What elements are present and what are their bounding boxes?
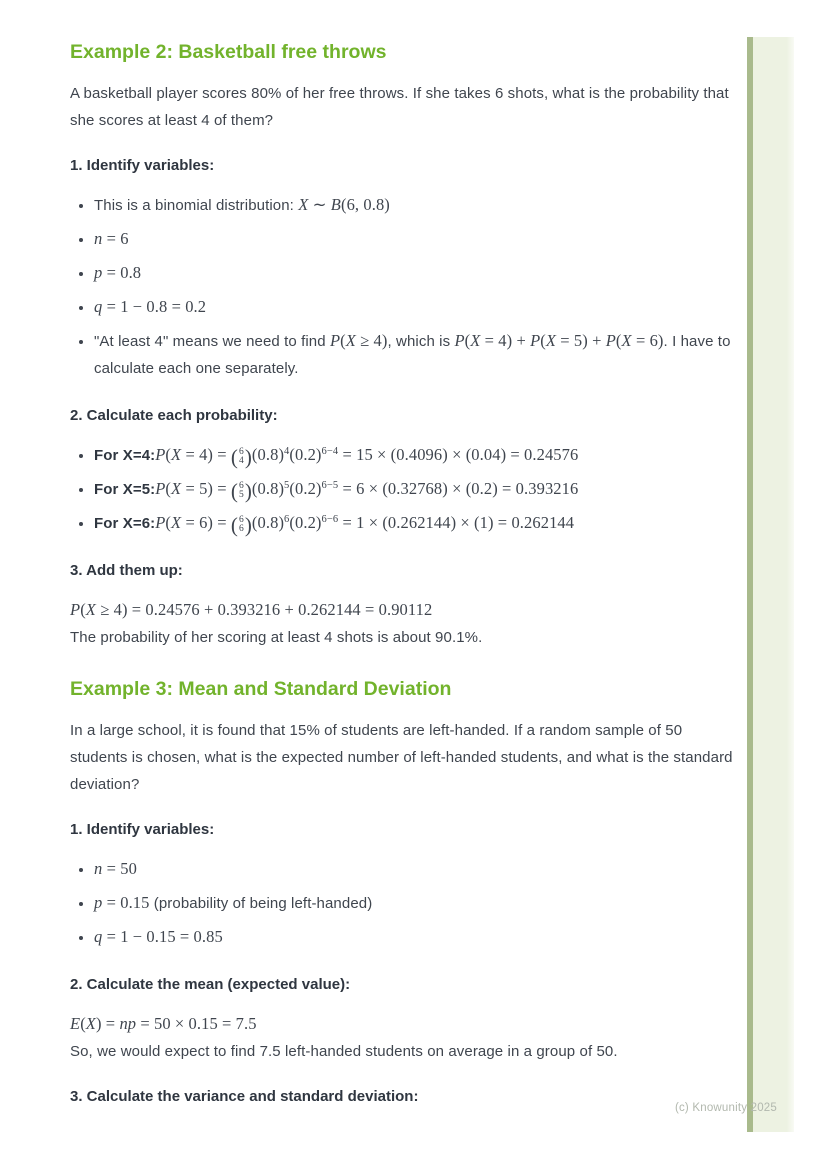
math-roman: = 0.8 [102, 263, 142, 282]
math-roman: = 4) + [480, 331, 531, 350]
bullet-list [70, 855, 736, 951]
math-roman: ≥ 4) [355, 331, 388, 350]
math-roman: = 6) = [181, 513, 231, 532]
step-heading: 3. Add them up: [70, 562, 183, 579]
math-roman: ( [340, 331, 346, 350]
math-superscript: 4 [284, 446, 290, 457]
math-roman: = 6) [631, 331, 664, 350]
document-content [70, 40, 736, 1122]
math-roman: ( [165, 479, 172, 498]
binomial-stack [238, 516, 245, 534]
paren-close: ) [244, 445, 252, 469]
math-roman: (0.8) [251, 479, 285, 498]
binomial-stack [238, 482, 245, 500]
binomial-top: 6 [238, 447, 244, 457]
math-variable: P [530, 331, 541, 350]
list-item [94, 509, 736, 537]
math-roman: = 6 × (0.32768) × (0.2) = 0.393216 [338, 479, 579, 498]
list-item [94, 855, 736, 883]
text-run: , which is [387, 333, 455, 350]
paragraph [70, 80, 736, 134]
math-variable: np [119, 1014, 137, 1033]
step-heading: 2. Calculate the mean (expected value): [70, 976, 351, 993]
math-roman: ( [540, 331, 546, 350]
math-variable: X [621, 331, 632, 350]
bullet-list [70, 441, 736, 537]
bullet-list [70, 191, 736, 382]
math-variable: P [155, 513, 166, 532]
binomial-coefficient [231, 447, 252, 467]
math-variable: X [345, 331, 356, 350]
list-item [94, 441, 736, 469]
math-variable: P [155, 479, 166, 498]
math-roman: = 4) = [181, 445, 231, 464]
copyright-watermark: (c) Knowunity 2025 [674, 1102, 777, 1114]
math-superscript: 6 [284, 514, 290, 525]
math-roman: (6, 0.8) [340, 195, 390, 214]
math-roman: (0.2) [289, 479, 322, 498]
text-run: A basketball player scores 80% of her free throws. If she takes 6 shots, what is the probability that she scores at least 4 of them? [70, 85, 729, 129]
binomial-bottom: 4 [238, 456, 244, 466]
math-roman: = 1 − 0.15 = 0.85 [102, 927, 223, 946]
math-roman: = 1 − 0.8 = 0.2 [102, 297, 207, 316]
step-heading: 1. Identify variables: [70, 821, 215, 838]
math-roman: = 5) + [556, 331, 606, 350]
math-variable: X [171, 513, 182, 532]
list-item [94, 259, 736, 287]
math-roman: (0.8) [251, 513, 285, 532]
math-variable: p [94, 893, 103, 912]
step-heading: 3. Calculate the variance and standard deviation: [70, 1088, 419, 1105]
math-variable: X [298, 195, 309, 214]
paren-open: ( [230, 513, 238, 537]
math-variable: q [94, 927, 103, 946]
paren-close: ) [244, 513, 252, 537]
text-run: (probability of being left-handed) [149, 895, 373, 912]
bold-label: For X=6: [94, 515, 156, 532]
list-item [94, 191, 736, 219]
math-roman: ) = [95, 1014, 120, 1033]
math-superscript: 6−5 [321, 480, 339, 491]
text-run: "At least 4" means we need to find [94, 333, 330, 350]
binomial-coefficient [231, 515, 252, 535]
example-heading: Example 3: Mean and Standard Deviation [70, 678, 452, 700]
math-variable: X [85, 600, 96, 619]
math-variable: P [454, 331, 465, 350]
math-variable: X [545, 331, 557, 350]
binomial-coefficient [231, 481, 252, 501]
math-roman: (0.2) [289, 513, 322, 532]
math-superscript: 6−6 [321, 514, 339, 525]
math-roman: (0.8) [251, 445, 285, 464]
text-run: The probability of her scoring at least 4 shots is about 90.1%. [70, 629, 483, 646]
text-run: So, we would expect to find 7.5 left-handed students on average in a group of 50. [70, 1043, 618, 1060]
math-roman: ( [615, 331, 622, 350]
bold-label: For X=5: [94, 481, 156, 498]
binomial-stack [238, 448, 245, 466]
math-variable: n [94, 859, 103, 878]
math-roman: ∼ [308, 195, 331, 214]
math-superscript: 6−4 [321, 446, 339, 457]
list-item [94, 889, 736, 917]
math-variable: n [94, 229, 103, 248]
math-roman: ( [80, 1014, 86, 1033]
paren-open: ( [230, 445, 238, 469]
math-roman: (0.2) [289, 445, 322, 464]
list-item [94, 923, 736, 951]
math-roman: ≥ 4) = 0.24576 + 0.393216 + 0.262144 = 0.90112 [95, 600, 433, 619]
paragraph [70, 717, 736, 798]
math-variable: X [171, 479, 182, 498]
math-superscript: 5 [284, 480, 290, 491]
math-roman: = 50 [102, 859, 137, 878]
math-roman: ( [464, 331, 471, 350]
binomial-bottom: 6 [238, 524, 244, 534]
step-heading: 2. Calculate each probability: [70, 407, 278, 424]
math-roman: = 50 × 0.15 = 7.5 [136, 1014, 257, 1033]
list-item [94, 327, 736, 382]
math-variable: p [94, 263, 103, 282]
math-roman: = 6 [102, 229, 129, 248]
math-roman: = 1 × (0.262144) × (1) = 0.262144 [338, 513, 575, 532]
list-item [94, 225, 736, 253]
paragraph [70, 1010, 736, 1065]
math-roman: = 5) = [181, 479, 231, 498]
math-variable: E [70, 1014, 81, 1033]
math-roman: ( [165, 513, 172, 532]
math-variable: P [70, 600, 81, 619]
list-item [94, 293, 736, 321]
math-variable: X [470, 331, 481, 350]
binomial-top: 6 [238, 515, 244, 525]
step-heading: 1. Identify variables: [70, 157, 215, 174]
math-roman: ( [165, 445, 172, 464]
text-run: This is a binomial distribution: [94, 197, 299, 214]
example-heading: Example 2: Basketball free throws [70, 41, 387, 63]
math-roman: ( [80, 600, 86, 619]
math-variable: P [155, 445, 166, 464]
math-variable: X [85, 1014, 96, 1033]
math-roman: = 0.15 [102, 893, 150, 912]
text-run: . I have to calculate each one separately. [94, 333, 731, 377]
math-variable: B [330, 195, 341, 214]
page-edge-accent-panel [753, 37, 794, 1132]
binomial-bottom: 5 [238, 490, 244, 500]
math-variable: X [171, 445, 182, 464]
math-roman: = 15 × (0.4096) × (0.04) = 0.24576 [338, 445, 579, 464]
math-variable: q [94, 297, 103, 316]
paren-close: ) [244, 479, 252, 503]
paragraph [70, 596, 736, 651]
binomial-top: 6 [238, 481, 244, 491]
list-item [94, 475, 736, 503]
math-variable: P [329, 331, 341, 350]
bold-label: For X=4: [94, 447, 156, 464]
math-variable: P [605, 331, 616, 350]
text-run: In a large school, it is found that 15% of students are left-handed. If a random sample of 50 students is chosen, what is the expected number of left-handed students, and what is the standard deviation? [70, 722, 733, 793]
paren-open: ( [230, 479, 238, 503]
